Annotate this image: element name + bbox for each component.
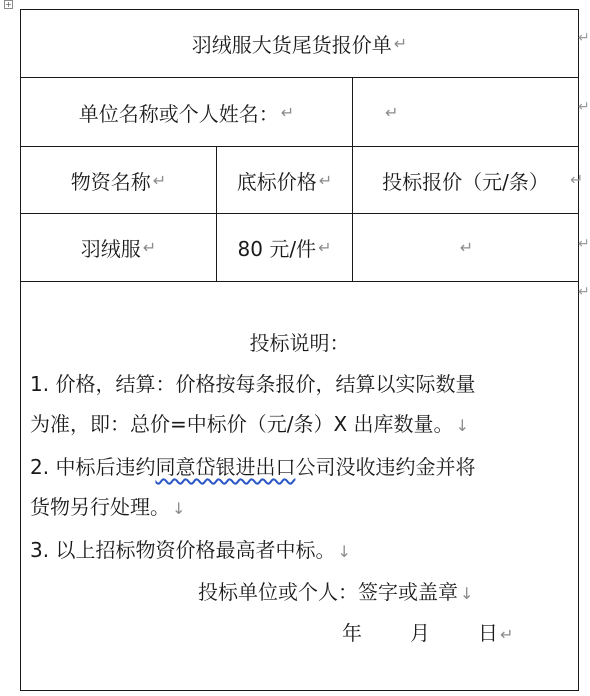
name-row [21, 78, 578, 147]
notes-title: 投标说明： [249, 331, 350, 355]
date-year: 年 [342, 621, 362, 645]
sign-line [198, 572, 570, 614]
paragraph-mark-icon: ↵ [385, 102, 399, 122]
paragraph-mark-icon: ↵ [459, 238, 474, 257]
row-base-price-cell [216, 214, 352, 281]
date-month: 月 [410, 621, 430, 645]
page-title: 羽绒服大货尾货报价单 [191, 33, 392, 57]
notes-line-2a-post: 公司没收违约金并将 [295, 455, 476, 479]
notes-line-2b [30, 487, 570, 529]
sign-text: 投标单位或个人：签字或盖章 [198, 580, 458, 604]
table-row [21, 214, 578, 282]
notes-line-1b-text: 为准，即：总价=中标价（元/条）X 出库数量。 [30, 412, 454, 436]
paragraph-mark-icon: ↵ [318, 170, 333, 190]
notes-line-1a-text: 1. 价格，结算：价格按每条报价，结算以实际数量 [30, 372, 476, 396]
header-base-price: 底标价格 [236, 169, 317, 194]
title-cell [21, 10, 578, 77]
name-label-cell [21, 78, 352, 146]
row-end-mark-icon: ↵ [578, 284, 590, 300]
line-break-mark-icon: ↓ [337, 542, 351, 561]
header-row [21, 147, 578, 214]
header-item: 物资名称 [70, 169, 151, 194]
notes-line-1a [30, 364, 570, 404]
row-end-mark-icon: ↵ [578, 236, 590, 252]
notes-line-3-text: 3. 以上招标物资价格最高者中标。 [30, 538, 336, 562]
paragraph-mark-icon: ↵ [280, 102, 295, 122]
row-end-mark-icon: ↵ [578, 30, 590, 46]
notes-cell [21, 282, 578, 690]
row-item-cell [21, 214, 216, 281]
line-break-mark-icon: ↓ [455, 416, 469, 435]
header-base-price-cell [216, 147, 352, 213]
paragraph-mark-icon: ↵ [500, 625, 514, 644]
quotation-table [20, 9, 579, 691]
paragraph-mark-icon: ↵ [142, 238, 157, 257]
row-bid-price-cell[interactable] [352, 214, 578, 281]
notes-line-2a [30, 447, 570, 487]
name-value-cell[interactable] [352, 78, 578, 146]
paragraph-mark-icon: ↵ [393, 34, 408, 53]
header-bid-price-cell [352, 147, 578, 213]
name-label: 单位名称或个人姓名： [78, 101, 279, 126]
date-day: 日 [478, 621, 498, 645]
line-break-mark-icon: ↓ [172, 499, 186, 518]
table-move-handle-icon[interactable]: + [5, 0, 12, 9]
title-row [21, 10, 578, 78]
row-end-mark-icon: ↵ [578, 99, 590, 115]
row-end-mark-icon: ↵ [570, 170, 584, 189]
row-item: 羽绒服 [80, 237, 141, 261]
date-line [342, 613, 570, 655]
paragraph-mark-icon: ↵ [318, 238, 332, 257]
paragraph-mark-icon: ↵ [152, 170, 167, 190]
spellcheck-underlined-text: 同意岱银进出口 [155, 455, 296, 479]
notes-line-2a-pre: 2. 中标后违约 [30, 455, 156, 479]
notes-line-3 [30, 530, 570, 572]
line-break-mark-icon: ↓ [460, 584, 474, 603]
notes-line-2b-text: 货物另行处理。 [30, 495, 170, 519]
notes-line-1b [30, 404, 570, 446]
row-base-price: 80 元/件 [237, 237, 317, 261]
header-item-cell [21, 147, 216, 213]
header-bid-price: 投标报价（元/条） [382, 169, 549, 194]
